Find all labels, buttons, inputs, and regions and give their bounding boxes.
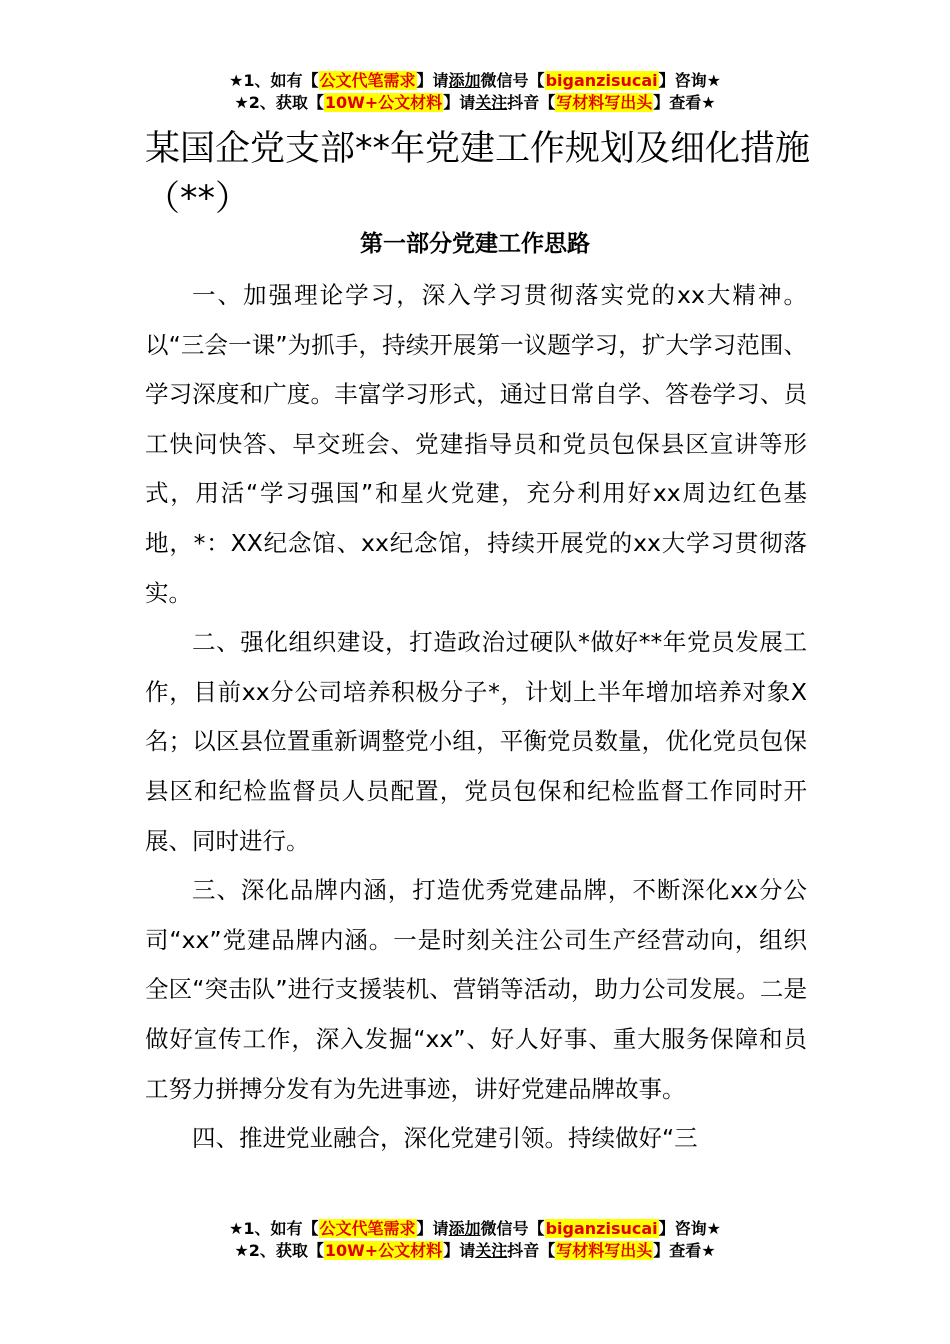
- banner-text: ★1、如有【: [229, 1219, 319, 1238]
- footer-banner-line-1: [0, 1218, 950, 1240]
- header-banner-line-1: [0, 70, 950, 92]
- header-banner: [0, 70, 950, 114]
- document-body: [145, 271, 807, 1164]
- footer-banner: [0, 1218, 950, 1262]
- banner-text: 】查看★: [653, 93, 716, 112]
- banner-text: 】请: [443, 1241, 476, 1260]
- banner-text: ★2、获取【: [234, 93, 324, 112]
- banner-text: ★1、如有【: [229, 71, 319, 90]
- banner-douyin-account: 写材料写出头: [556, 1241, 653, 1260]
- document-title: 某国企党支部**年党建工作规划及细化措施（**）: [145, 129, 811, 219]
- banner-underlined-text: 关注: [475, 1241, 508, 1260]
- section-heading: 第一部分党建工作思路: [360, 231, 590, 257]
- banner-text: 微信号【: [480, 71, 545, 90]
- banner-text: 】请: [443, 93, 476, 112]
- banner-underlined-text: 添加: [448, 71, 481, 90]
- banner-text: 抖音【: [507, 1241, 556, 1260]
- banner-text: 】请: [416, 1219, 449, 1238]
- banner-wechat-id: biganzisucai: [545, 71, 658, 90]
- body-paragraph-3: 三、深化品牌内涵，打造优秀党建品牌，不断深化xx分公司“xx”党建品牌内涵。一是时刻关注公司生产经营动向，组织全区“突击队”进行支援装机、营销等活动，助力公司发展。二是做好宣传工作，深入发掘“xx”、好人好事、重大服务保障和员工努力拼搏分发有为先进事迹，讲好党建品牌故事。: [145, 876, 807, 1103]
- body-paragraph-1: 一、加强理论学习，深入学习贯彻落实党的xx大精神。以“三会一课”为抓手，持续开展第一议题学习，扩大学习范围、学习深度和广度。丰富学习形式，通过日常自学、答卷学习、员工快问快答、早交班会、党建指导员和党员包保县区宣讲等形式，用活“学习强国”和星火党建，充分利用好xx周边红色基地，*：XX纪念馆、xx纪念馆，持续开展党的xx大学习贯彻落实。: [145, 281, 807, 607]
- body-paragraph-4: 四、推进党业融合，深化党建引领。持续做好“三: [192, 1124, 698, 1153]
- banner-highlight: 10W+公文材料: [324, 1241, 443, 1260]
- banner-text: 】咨询★: [658, 1219, 721, 1238]
- banner-text: 】咨询★: [658, 71, 721, 90]
- banner-text: 微信号【: [480, 1219, 545, 1238]
- footer-banner-line-2: [0, 1240, 950, 1262]
- banner-douyin-account: 写材料写出头: [556, 93, 653, 112]
- banner-text: 抖音【: [507, 93, 556, 112]
- header-banner-line-2: [0, 92, 950, 114]
- banner-highlight: 公文代笔需求: [319, 1219, 416, 1238]
- banner-underlined-text: 添加: [448, 1219, 481, 1238]
- banner-text: 】请: [416, 71, 449, 90]
- banner-highlight: 10W+公文材料: [324, 93, 443, 112]
- body-paragraph-2: 二、强化组织建设，打造政治过硬队*做好**年党员发展工作，目前xx分公司培养积极分子*，计划上半年增加培养对象X名；以区县位置重新调整党小组，平衡党员数量，优化党员包保县区和纪检监督员人员配置，党员包保和纪检监督工作同时开展、同时进行。: [145, 628, 807, 855]
- banner-text: ★2、获取【: [234, 1241, 324, 1260]
- banner-underlined-text: 关注: [475, 93, 508, 112]
- banner-wechat-id: biganzisucai: [545, 1219, 658, 1238]
- banner-highlight: 公文代笔需求: [319, 71, 416, 90]
- banner-text: 】查看★: [653, 1241, 716, 1260]
